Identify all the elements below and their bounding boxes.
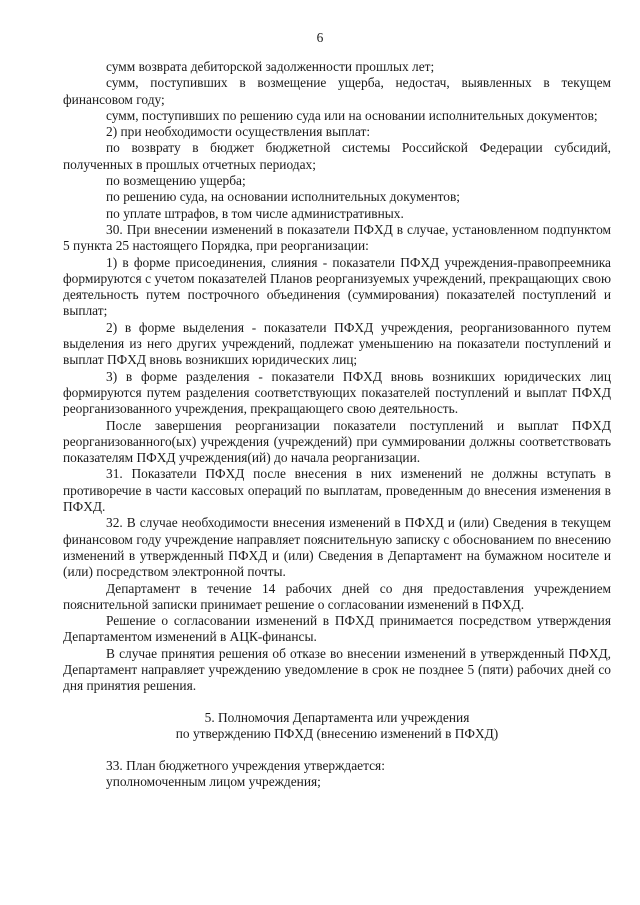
paragraph: В случае принятия решения об отказе во внесении изменений в утвержденный ПФХД, Департамент направляет учреждению уведомление в срок не позднее 5 (пяти) рабочих дней со дня принятия решения.	[63, 645, 611, 694]
paragraph: 2) при необходимости осуществления выплат:	[106, 124, 371, 140]
paragraph: сумм, поступивших по решению суда или на основании исполнительных документов;	[106, 107, 598, 123]
paragraph: сумм, поступивших в возмещение ущерба, недостач, выявленных в текущем финансовом году;	[63, 75, 611, 107]
paragraph: по уплате штрафов, в том числе административных.	[106, 205, 404, 221]
section-heading-line-1: 5. Полномочия Департамента или учреждения	[204, 709, 470, 725]
paragraph: по решению суда, на основании исполнительных документов;	[106, 189, 461, 205]
paragraph: 33. План бюджетного учреждения утверждается:	[106, 758, 385, 774]
paragraph: 30. При внесении изменений в показатели ПФХД в случае, установленном подпунктом 5 пункта 25 настоящего Порядка, при реорганизации:	[63, 221, 611, 254]
section-heading-line-2: по утверждению ПФХД (внесению изменений в ПФХД)	[175, 725, 499, 741]
document-body	[63, 59, 611, 791]
paragraph: 1) в форме присоединения, слияния - показатели ПФХД учреждения-правопреемника формируются с учетом показателей Планов реорганизуемых учреждений, прекращающих свою деятельность путем построчного объединения (суммирования) показателей поступлений и выплат;	[63, 254, 611, 319]
paragraph: После завершения реорганизации показатели поступлений и выплат ПФХД реорганизованного(ых) учреждения (учреждений) при суммировании должны соответствовать показателям ПФХД учреждения(ий) до начала реорганизации.	[63, 417, 611, 466]
paragraph: по возврату в бюджет бюджетной системы Российской Федерации субсидий, полученных в прошлых отчетных периодах;	[63, 140, 611, 172]
paragraph: 3) в форме разделения - показатели ПФХД вновь возникших юридических лиц формируются путем разделения соответствующих показателей поступлений и выплат ПФХД реорганизованного учреждения, прекращающего свою деятельность.	[63, 368, 611, 417]
paragraph: 32. В случае необходимости внесения изменений в ПФХД и (или) Сведения в текущем финансовом году учреждение направляет пояснительную записку с обоснованием по внесению изменений в утвержденный ПФХД и (или) Сведения в Департамент на бумажном носителе и (или) посредством электронной почты.	[63, 515, 611, 580]
page-number: 6	[316, 30, 324, 45]
paragraph: 2) в форме выделения - показатели ПФХД учреждения, реорганизованного путем выделения из него других учреждений, подлежат уменьшению на показатели поступлений и выплат ПФХД вновь возникших юридических лиц;	[63, 319, 611, 368]
paragraph: Департамент в течение 14 рабочих дней со дня предоставления учреждением пояснительной записки принимает решение о согласовании изменений в ПФХД.	[63, 580, 611, 612]
paragraph: Решение о согласовании изменений в ПФХД принимается посредством утверждения Департаментом изменений в АЦК-финансы.	[63, 613, 611, 645]
paragraph: по возмещению ущерба;	[106, 173, 246, 189]
paragraph: сумм возврата дебиторской задолженности прошлых лет;	[106, 59, 435, 74]
paragraph: уполномоченным лицом учреждения;	[106, 774, 321, 790]
paragraph: 31. Показатели ПФХД после внесения в них изменений не должны вступать в противоречие в части кассовых операций по выплатам, проведенным до внесения изменения в ПФХД.	[63, 466, 611, 515]
